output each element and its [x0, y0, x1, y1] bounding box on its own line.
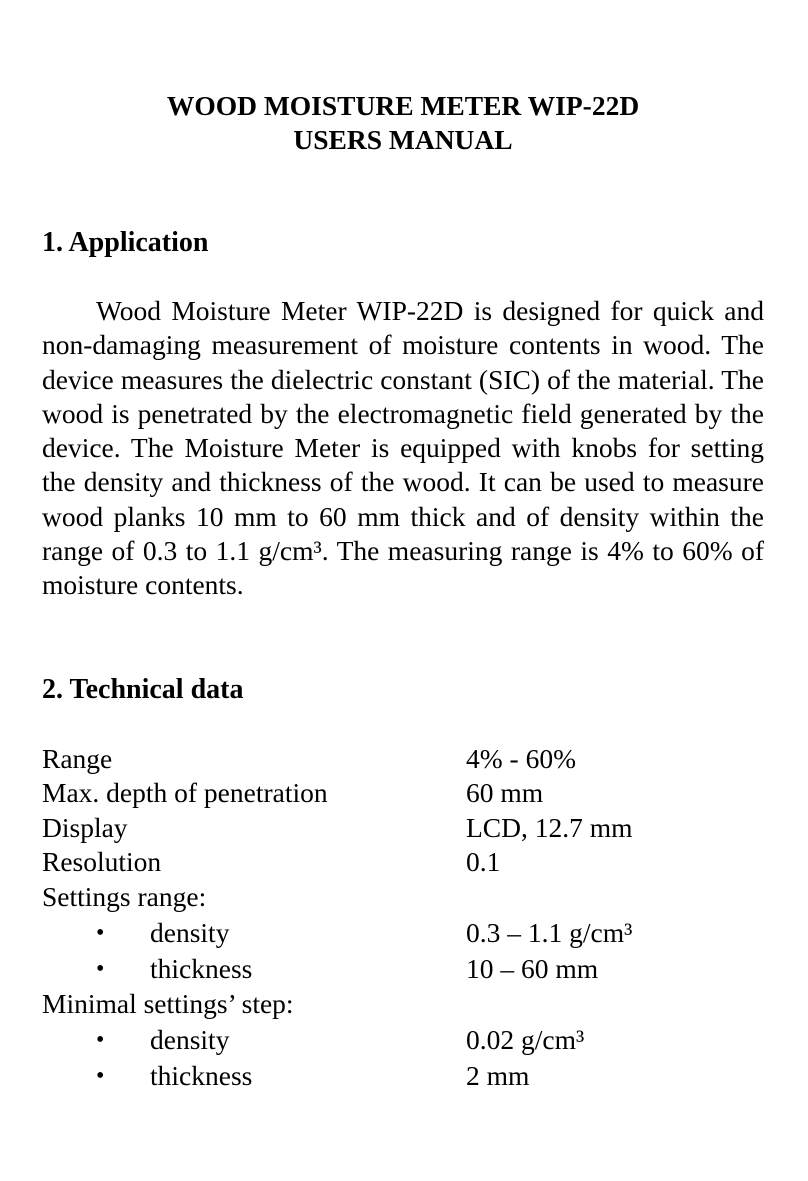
spec-label: Settings range:: [42, 881, 207, 912]
spec-row-settings-density: [42, 916, 764, 950]
document-subtitle: USERS MANUAL: [293, 124, 513, 155]
spec-value: 0.02 g/cm³: [466, 1024, 585, 1055]
spec-row-display: [42, 811, 764, 845]
spec-row-settings-thickness: [42, 952, 764, 986]
spec-value: 2 mm: [466, 1060, 530, 1091]
bullet-icon: •: [96, 956, 105, 982]
spec-label: Minimal settings’ step:: [42, 988, 294, 1019]
spec-value: 4% - 60%: [466, 743, 576, 774]
spec-label: Range: [42, 743, 113, 774]
bullet-icon: •: [96, 1063, 105, 1089]
spec-row-step-thickness: [42, 1059, 764, 1093]
bullet-icon: •: [96, 1027, 105, 1053]
spec-row-min-step: [42, 987, 764, 1021]
spec-row-depth: [42, 776, 764, 810]
spec-label: Display: [42, 812, 128, 843]
application-paragraph: Wood Moisture Meter WIP-22D is designed for quick and non-damaging measurement of moisture contents in wood. The device measures the dielectric constant (SIC) of the material. The wood is penetrated by the electromagnetic field generated by the device. The Moisture Meter is equipped with knobs for setting the density and thickness of the wood. It can be used to measure wood planks 10 mm to 60 mm thick and of density within the range of 0.3 to 1.1 g/cm³. The measuring range is 4% to 60% of moisture contents.: [42, 295, 764, 601]
bullet-icon: •: [96, 920, 105, 946]
spec-label: Max. depth of penetration: [42, 777, 328, 808]
spec-value: 60 mm: [466, 777, 544, 808]
spec-row-step-density: [42, 1023, 764, 1057]
spec-row-range: [42, 742, 764, 776]
spec-sublabel: thickness: [150, 953, 253, 984]
spec-value: 0.3 – 1.1 g/cm³: [466, 917, 633, 948]
spec-row-resolution: [42, 845, 764, 879]
spec-label: Resolution: [42, 846, 162, 877]
spec-sublabel: density: [150, 917, 230, 948]
section-heading-technical-data: 2. Technical data: [42, 674, 244, 705]
spec-value: 0.1: [466, 846, 501, 877]
spec-sublabel: density: [150, 1024, 230, 1055]
spec-sublabel: thickness: [150, 1060, 253, 1091]
document-title: WOOD MOISTURE METER WIP-22D: [166, 90, 640, 121]
spec-row-settings-range: [42, 880, 764, 914]
spec-value: 10 – 60 mm: [466, 953, 599, 984]
section-heading-application: 1. Application: [42, 227, 209, 258]
spec-value: LCD, 12.7 mm: [466, 812, 633, 843]
